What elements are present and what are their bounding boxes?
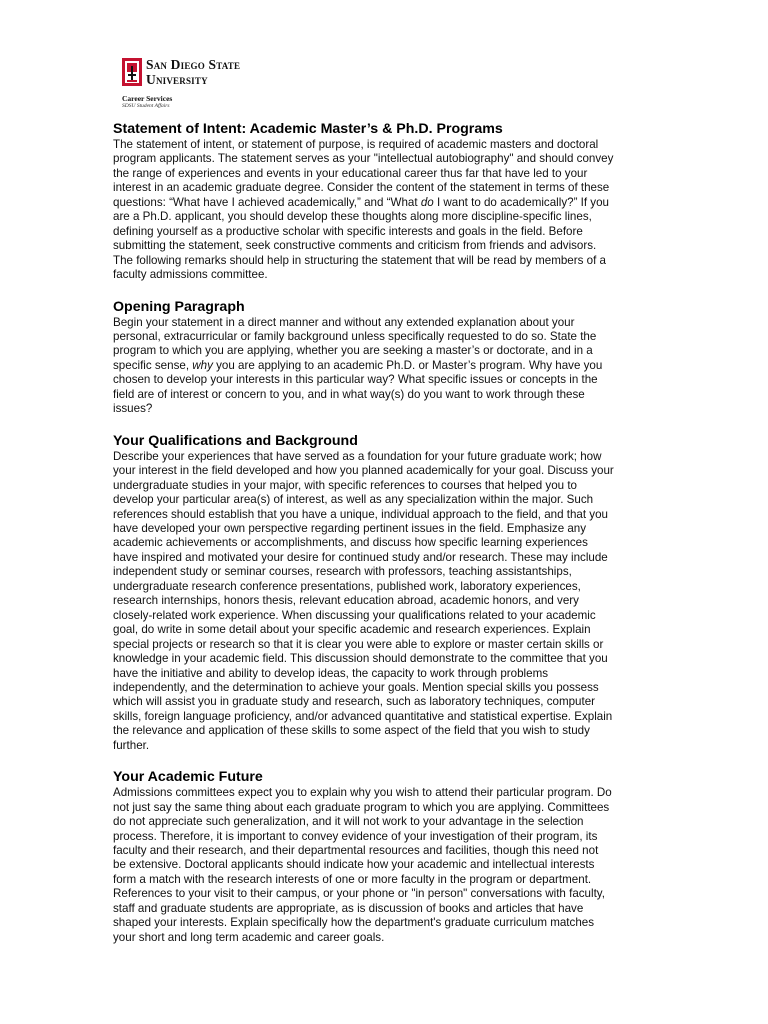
section-heading-qualifications: Your Qualifications and Background <box>113 432 358 449</box>
document-body <box>113 121 658 945</box>
intro-paragraph: The statement of intent, or statement of purpose, is required of academic masters and doctoral program applicants. The statement serves as your "intellectual autobiography" and should convey the range of experiences and events in your educational career thus far that have led to your interest in an academic graduate degree. Consider the content of the statement in terms of these questions: “What have I achieved academically,” and “What do I want to do academically?” If you are a Ph.D. applicant, you should develop these thoughts along more discipline-specific lines, defining yourself as a productive scholar with specific interests and goals in the field. Before submitting the statement, seek constructive comments and criticism from friends and advisors. The following remarks should help in structuring the statement that will be read by members of a faculty admissions committee. <box>113 138 614 282</box>
document-title: Statement of Intent: Academic Master’s & Ph.D. Programs <box>113 121 503 137</box>
section-heading-academic-future: Your Academic Future <box>113 769 263 786</box>
university-name-line1: San Diego State <box>146 57 241 72</box>
university-logo <box>122 56 322 112</box>
opening-paragraph: Begin your statement in a direct manner and without any extended explanation about your personal, extracurricular or family background unless specifically requested to do so. State the program to which you are applying, whether you are seeking a master’s or doctorate, and in a specific sense, why you are applying to an academic Ph.D. or Master’s program. Why have you chosen to develop your interests in this particular way? What specific issues or concepts in the field are of interest or concern to you, and in what way(s) do you want to work through these issues? <box>113 315 603 416</box>
subdepartment-name: SDSU Student Affairs <box>122 103 170 109</box>
department-name: Career Services <box>122 94 173 103</box>
academic-future-paragraph: Admissions committees expect you to explain why you wish to attend their particular program. Do not just say the same thing about each graduate program to which you are applying. Committees do not appreciate such generalization, and it will not work to your advantage in the selection process. Therefore, it is important to convey evidence of your investigation of their program, its faculty and their research, and their departmental resources and facilities, though this need not be extensive. Doctoral applicants should indicate how your academic and intellectual interests form a match with the research interests of one or more faculty in the program or department. References to your visit to their campus, or your phone or "in person" conversations with faculty, staff and graduate students are appropriate, as is discussion of books and articles that have shaped your interests. Explain specifically how the department's graduate curriculum matches your short and long term academic and career goals. <box>113 786 612 944</box>
qualifications-paragraph: Describe your experiences that have served as a foundation for your future graduate work; how your interest in the field developed and how you planned academically for your goal. Discuss your undergraduate studies in your major, with specific references to courses that helped you to develop your particular area(s) of interest, as well as any specialization within the major. Such references should establish that you have a unique, individual approach to the field, and that you have developed your own perspective regarding pertinent issues in the field. Emphasize any academic achievements or accomplishments, and discuss how specific learning experiences have inspired and motivated your desire for continued study and/or research. These may include independent study or seminar courses, research with professors, teaching assistantships, undergraduate research conference presentations, published work, laboratory experiences, research internships, honors thesis, relevant education abroad, academic honors, and very closely-related work experience. When discussing your qualifications related to your academic goal, do write in some detail about your specific academic and research experiences. Explain special projects or research so that it is clear you were able to explore or master certain skills or knowledge in your academic field. This discussion should demonstrate to the committee that you have the initiative and ability to develop ideas, the capacity to work through problems independently, and the determination to achieve your goals. Mention special skills you possess which will assist you in graduate study and research, such as laboratory techniques, computer skills, foreign language proficiency, and/or advanced quantitative and statistical expertise. Explain the relevance and application of these skills to some aspect of the field that you wish to study further. <box>113 449 614 752</box>
section-heading-opening: Opening Paragraph <box>113 298 245 315</box>
university-seal-icon <box>122 58 142 86</box>
university-name-line2: University <box>146 72 208 87</box>
